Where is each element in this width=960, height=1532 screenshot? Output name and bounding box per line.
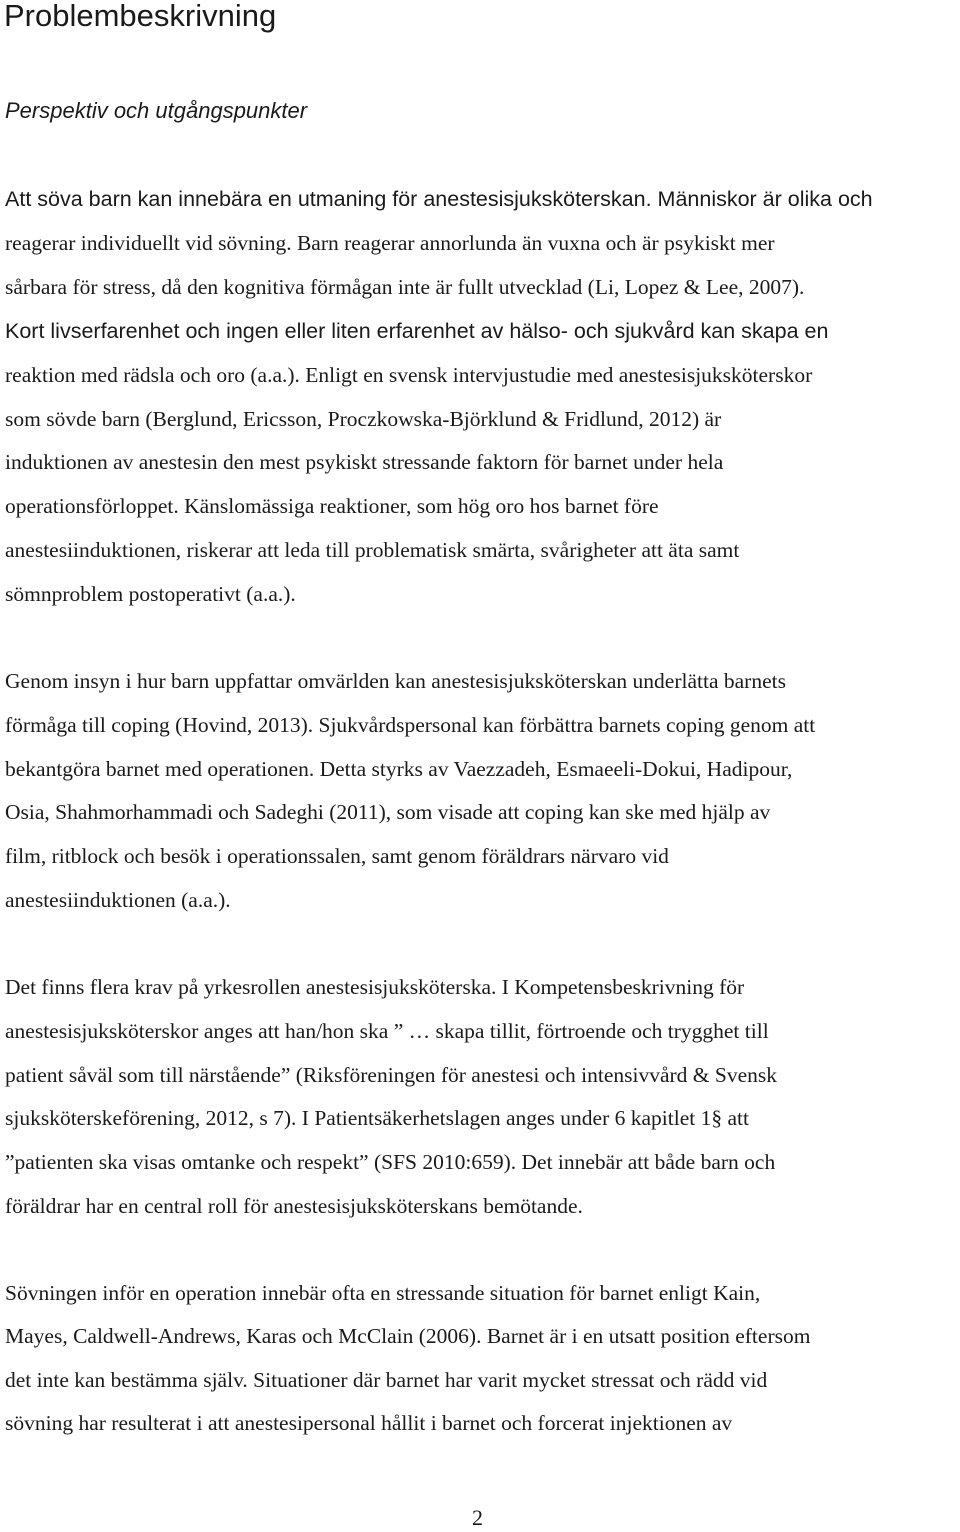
text-line: Mayes, Caldwell-Andrews, Karas och McClain (2006). Barnet är i en utsatt position eftersom <box>5 1324 811 1348</box>
text-line: patient såväl som till närstående” (Riksföreningen för anestesi och intensivvård & Svensk <box>5 1063 778 1087</box>
text-line: anestesiinduktionen (a.a.). <box>5 888 231 912</box>
text-line: anestesisjuksköterskor anges att han/hon ska ” … skapa tillit, förtroende och trygghet till <box>5 1019 769 1043</box>
section-subheading: Perspektiv och utgångspunkter <box>5 98 308 123</box>
text-line: reaktion med rädsla och oro (a.a.). Enligt en svensk intervjustudie med anestesisjuksköterskor <box>5 363 813 387</box>
text-line: Kort livserfarenhet och ingen eller liten erfarenhet av hälso- och sjukvård kan skapa en <box>5 319 829 343</box>
text-line: sjuksköterskeförening, 2012, s 7). I Patientsäkerhetslagen anges under 6 kapitlet 1§ att <box>5 1106 749 1130</box>
text-line: ”patienten ska visas omtanke och respekt” (SFS 2010:659). Det innebär att både barn och <box>5 1150 776 1174</box>
text-line: film, ritblock och besök i operationssalen, samt genom föräldrars närvaro vid <box>5 844 669 868</box>
text-line: sövning har resulterat i att anestesipersonal hållit i barnet och forcerat injektionen av <box>5 1411 733 1435</box>
text-line: Osia, Shahmorhammadi och Sadeghi (2011), som visade att coping kan ske med hjälp av <box>5 800 771 824</box>
page-title: Problembeskrivning <box>4 0 277 33</box>
text-line: Genom insyn i hur barn uppfattar omvärlden kan anestesisjuksköterskan underlätta barnets <box>5 669 786 693</box>
page-number: 2 <box>472 1505 483 1530</box>
text-line: induktionen av anestesin den mest psykiskt stressande faktorn för barnet under hela <box>5 450 724 474</box>
text-line: bekantgöra barnet med operationen. Detta styrks av Vaezzadeh, Esmaeeli-Dokui, Hadipour, <box>5 757 793 781</box>
text-line: reagerar individuellt vid sövning. Barn reagerar annorlunda än vuxna och är psykiskt mer <box>5 231 775 255</box>
text-line: Att söva barn kan innebära en utmaning för anestesisjuksköterskan. Människor är olika och <box>5 187 873 211</box>
text-line: det inte kan bestämma själv. Situationer där barnet har varit mycket stressat och rädd vid <box>5 1368 768 1392</box>
text-line: operationsförloppet. Känslomässiga reaktioner, som hög oro hos barnet före <box>5 494 659 518</box>
text-line: sömnproblem postoperativt (a.a.). <box>5 582 296 606</box>
text-line: föräldrar har en central roll för anestesisjuksköterskans bemötande. <box>5 1194 583 1218</box>
text-line: förmåga till coping (Hovind, 2013). Sjukvårdspersonal kan förbättra barnets coping genom att <box>5 713 816 737</box>
text-line: sårbara för stress, då den kognitiva förmågan inte är fullt utvecklad (Li, Lopez & Lee, 2007). <box>5 275 805 299</box>
text-line: Det finns flera krav på yrkesrollen anestesisjuksköterska. I Kompetensbeskrivning för <box>5 975 745 999</box>
text-line: Sövningen inför en operation innebär ofta en stressande situation för barnet enligt Kain, <box>5 1281 761 1305</box>
text-line: som sövde barn (Berglund, Ericsson, Proczkowska-Björklund & Fridlund, 2012) är <box>5 407 722 431</box>
text-line: anestesiinduktionen, riskerar att leda till problematisk smärta, svårigheter att äta samt <box>5 538 740 562</box>
